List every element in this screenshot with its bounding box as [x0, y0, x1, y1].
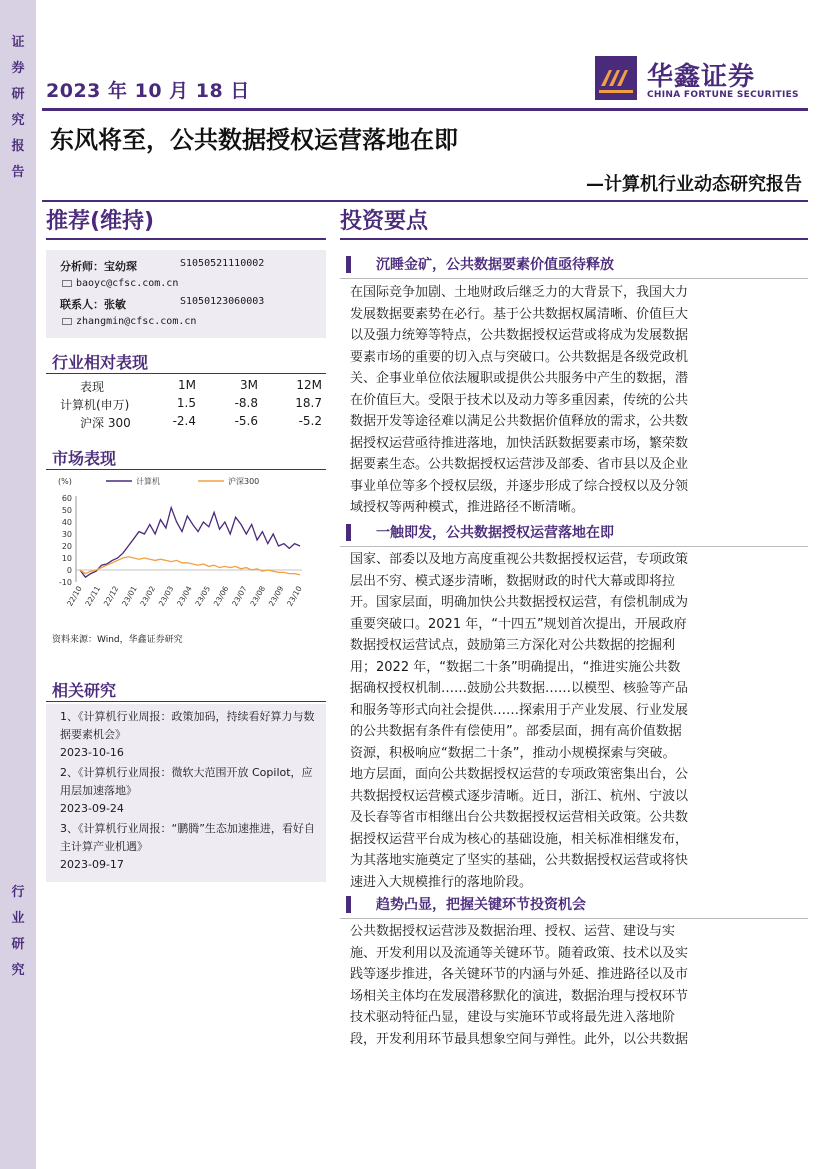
- section-divider: [340, 918, 808, 919]
- contact-email[interactable]: zhangmin@cfsc.com.cn: [62, 316, 196, 327]
- rating-divider: [46, 238, 326, 240]
- market-chart: [46, 470, 326, 630]
- x-tick-label: 22/10: [65, 584, 84, 608]
- invest-heading: 投资要点: [340, 209, 429, 234]
- section-title: 一触即发，公共数据授权运营落地在即: [376, 525, 614, 541]
- paragraph-line: 速进入大规模推行的落地阶段。: [350, 874, 533, 890]
- related-item-title: 2、《计算机行业周报：微软大范围开放 Copilot，应用层加速落地》: [60, 766, 313, 797]
- invest-divider: [340, 238, 808, 240]
- related-item-date: 2023-10-16: [60, 746, 124, 759]
- x-tick-label: 23/08: [248, 584, 268, 608]
- paragraph-line: 场相关主体均在发展潜移默化的演进，数据治理与授权环节: [350, 988, 689, 1004]
- performance-heading: 行业相对表现: [52, 353, 149, 372]
- mail-icon: [62, 318, 72, 325]
- paragraph-line: 共数据授权运营模式逐步清晰。近日，浙江、杭州、宁波以: [350, 788, 689, 804]
- table-row: [46, 414, 326, 432]
- x-tick-label: 23/10: [285, 584, 304, 608]
- performance-divider: [46, 373, 326, 374]
- paragraph-line: 关、企事业单位依法履职或提供公共服务中产生的数据，潜: [350, 371, 689, 386]
- related-item[interactable]: [60, 764, 320, 818]
- paragraph-line: 据确权授权机制……鼓励公共数据……以模型、核验等产品: [350, 681, 689, 696]
- related-item-title: 3、《计算机行业周报：“鹏腾”生态加速推进，看好自主计算产业机遇》: [60, 822, 315, 853]
- contact-row: [60, 296, 265, 312]
- paragraph-line: 以及强力统筹等特点，公共数据授权运营或将成为发展数据: [350, 328, 689, 343]
- table-header-cell: 表现: [80, 380, 105, 394]
- table-cell: -8.8: [234, 396, 258, 410]
- contact-name: 联系人：张敏: [60, 298, 126, 311]
- paragraph-line: 在价值巨大。受限于技术以及动力等多重因素，传统的公共: [350, 392, 689, 408]
- x-tick-label: 23/02: [138, 584, 158, 608]
- paragraph-line: 层出不穷、模式逐步清晰，数据财政的时代大幕或即将拉: [350, 573, 676, 589]
- section-bar-icon: [346, 524, 351, 541]
- x-tick-label: 23/01: [120, 584, 139, 608]
- legend-label: 沪深300: [228, 477, 260, 486]
- paragraph-line: 据要素生态。公共数据授权运营涉及部委、省市县以及企业: [350, 457, 689, 472]
- x-tick-label: 23/05: [193, 584, 213, 608]
- y-axis-unit: (%): [58, 477, 72, 486]
- paragraph-line: 施、开发利用以及流通等关键环节。随着政策、技术以及实: [350, 945, 689, 961]
- side-band: [0, 0, 36, 1169]
- paragraph-line: 公共数据授权运营涉及数据治理、授权、运营、建设与实: [350, 924, 676, 939]
- x-tick-label: 23/07: [230, 584, 249, 608]
- y-tick-label: 60: [61, 494, 72, 503]
- market-heading: 市场表现: [52, 449, 117, 468]
- logo-mark-icon: [595, 56, 637, 100]
- section-paragraph: [350, 282, 796, 519]
- report-date: 2023 年 10 月 18 日: [46, 80, 250, 102]
- analyst-email[interactable]: baoyc@cfsc.com.cn: [62, 278, 178, 289]
- paragraph-line: 在国际竞争加剧、土地财政后继乏力的大背景下，我国大力: [350, 285, 689, 300]
- related-item-date: 2023-09-17: [60, 858, 124, 871]
- x-tick-label: 23/06: [211, 584, 231, 608]
- table-header-cell: 1M: [178, 378, 196, 392]
- table-cell: 1.5: [176, 396, 196, 410]
- x-tick-label: 22/12: [101, 584, 121, 608]
- related-heading: 相关研究: [52, 681, 117, 700]
- section-heading: [346, 522, 806, 544]
- title-divider-bottom: [42, 200, 808, 202]
- y-tick-label: 0: [66, 566, 72, 575]
- paragraph-line: 数据开发等途径难以满足公共数据价值释放的需求，公共数: [350, 414, 689, 429]
- paragraph-line: 国家、部委以及地方高度重视公共数据授权运营，专项政策: [350, 552, 689, 567]
- rating-label: 推荐(维持): [46, 209, 155, 234]
- related-item-title: 1、《计算机行业周报：政策加码，持续看好算力与数据要素机会》: [60, 710, 315, 741]
- report-title: 东风将至，公共数据授权运营落地在即: [50, 126, 458, 154]
- section-bar-icon: [346, 896, 351, 913]
- y-tick-label: 30: [61, 530, 72, 539]
- section-bar-icon: [346, 256, 351, 273]
- table-cell: -5.6: [234, 414, 258, 428]
- paragraph-line: 地方层面，面向公共数据授权运营的专项政策密集出台，公: [350, 767, 689, 782]
- paragraph-line: 据授权运营亟待推进落地，加快活跃数据要素市场，繁荣数: [350, 435, 689, 451]
- y-tick-label: 50: [61, 506, 72, 515]
- analyst-code: S1050521110002: [180, 258, 265, 269]
- paragraph-line: 践等逐步推进，各关键环节的内涵与外延、推进路径以及市: [350, 967, 689, 982]
- related-item[interactable]: [60, 708, 320, 762]
- side-band-bottom-label: 行 业 研 究: [11, 885, 25, 978]
- section-paragraph: [350, 549, 796, 893]
- report-subtitle: —计算机行业动态研究报告: [586, 174, 802, 195]
- paragraph-line: 用；2022 年，“数据二十条”明确提出，“推进实施公共数: [350, 659, 681, 675]
- series-line: [80, 508, 300, 578]
- x-tick-label: 23/04: [175, 584, 194, 608]
- paragraph-line: 发展数据要素势在必行。基于公共数据权属清晰、价值巨大: [350, 306, 689, 322]
- section-heading: [346, 254, 806, 276]
- y-tick-label: 20: [61, 542, 72, 551]
- related-divider: [46, 701, 326, 702]
- logo-english-name: CHINA FORTUNE SECURITIES: [647, 90, 799, 100]
- table-header-cell: 12M: [296, 378, 322, 392]
- paragraph-line: 开。国家层面，明确加快公共数据授权运营，有偿机制成为: [350, 595, 689, 610]
- y-tick-label: 40: [61, 518, 72, 527]
- paragraph-line: 据授权运营平台成为核心的基础设施，相关标准相继发布，: [350, 831, 689, 847]
- paragraph-line: 事业单位等多个授权层级，并逐步形成了综合授权以及分领: [350, 478, 689, 494]
- table-cell: -2.4: [172, 414, 196, 428]
- section-paragraph: [350, 921, 796, 1050]
- title-divider-top: [42, 108, 808, 111]
- logo-name: 华鑫证券: [647, 62, 756, 92]
- paragraph-line: 数据授权运营试点，鼓励第三方深化对公共数据的挖掘利: [350, 638, 676, 653]
- table-cell: 计算机(申万): [60, 398, 130, 412]
- table-header-row: [46, 378, 326, 396]
- paragraph-line: 资源，积极响应“数据二十条”，推动小规模探索与突破。: [350, 745, 676, 761]
- analyst-box: [46, 250, 326, 338]
- section-heading: [346, 894, 806, 916]
- analyst-name: 分析师：宝幼琛: [60, 260, 137, 273]
- legend-label: 计算机: [136, 477, 160, 486]
- company-logo: [595, 56, 799, 106]
- paragraph-line: 域授权等两种模式，推进路径不断清晰。: [350, 500, 585, 515]
- mail-icon: [62, 280, 72, 287]
- analyst-row: [60, 258, 265, 274]
- paragraph-line: 段，开发利用环节最具想象空间与弹性。此外，以公共数据: [350, 1031, 689, 1047]
- paragraph-line: 的公共数据有条件有偿使用”。部委层面，拥有高价值数据: [350, 724, 682, 739]
- table-cell: -5.2: [298, 414, 322, 428]
- paragraph-line: 和服务等形式向社会提供……探索用于产业发展、行业发展: [350, 702, 689, 718]
- section-title: 沉睡金矿，公共数据要素价值亟待释放: [376, 257, 614, 273]
- x-tick-label: 23/09: [266, 584, 286, 608]
- chart-source: 资料来源：Wind，华鑫证券研究: [52, 635, 183, 645]
- section-divider: [340, 278, 808, 279]
- section-divider: [340, 546, 808, 547]
- paragraph-line: 及长春等省市相继出台公共数据授权运营相关政策。公共数: [350, 810, 689, 825]
- table-cell: 18.7: [295, 396, 322, 410]
- paragraph-line: 重要突破口。2021 年，“十四五”规划首次提出，开展政府: [350, 616, 687, 632]
- related-research-box: [46, 704, 326, 882]
- x-tick-label: 22/11: [83, 584, 103, 608]
- paragraph-line: 技术驱动特征凸显，建设与实施环节或将最先进入落地阶: [350, 1010, 676, 1025]
- x-tick-label: 23/03: [156, 584, 176, 608]
- table-cell: 沪深 300: [80, 416, 131, 430]
- market-chart-svg: [46, 470, 326, 630]
- table-row: [46, 396, 326, 414]
- related-item-date: 2023-09-24: [60, 802, 124, 815]
- contact-code: S1050123060003: [180, 296, 265, 307]
- section-title: 趋势凸显，把握关键环节投资机会: [376, 897, 586, 913]
- y-tick-label: 10: [61, 554, 72, 563]
- related-item[interactable]: [60, 820, 320, 874]
- paragraph-line: 为其落地实施奠定了坚实的基础，公共数据授权运营或将快: [350, 853, 689, 868]
- table-header-cell: 3M: [240, 378, 258, 392]
- side-band-top-label: 证 券 研 究 报 告: [11, 35, 25, 180]
- paragraph-line: 要素市场的重要的切入点与突破口。公共数据是各级党政机: [350, 349, 689, 365]
- y-tick-label: -10: [58, 578, 72, 587]
